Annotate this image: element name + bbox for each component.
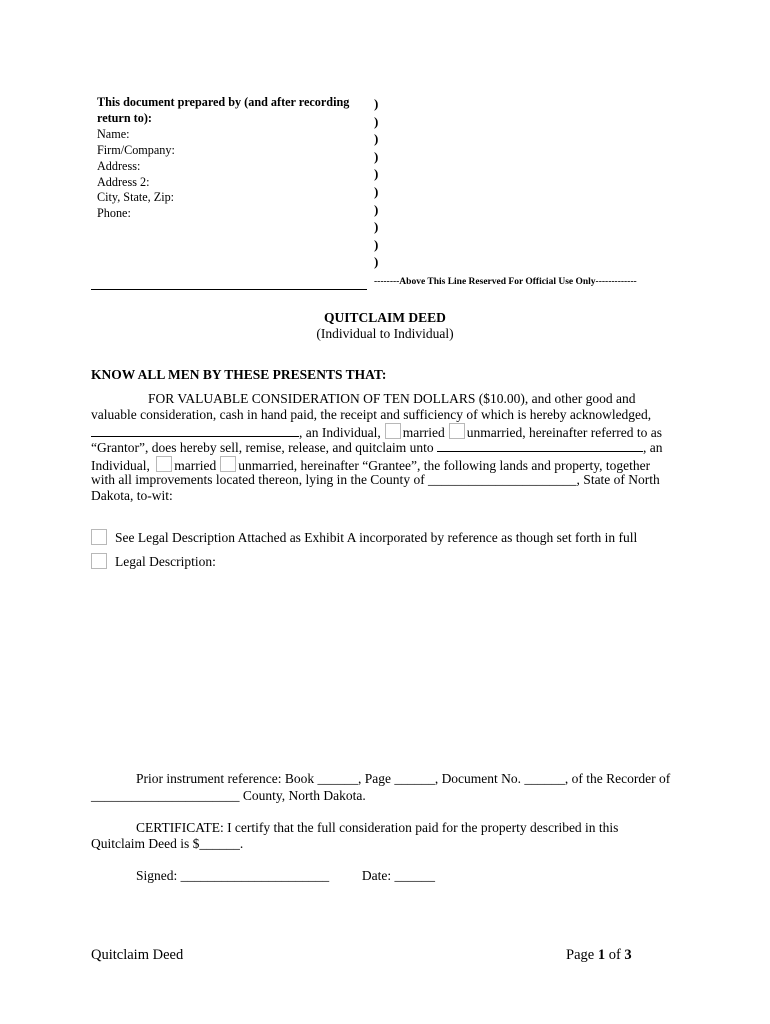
body-line-3: [91, 423, 680, 442]
body-line-1: FOR VALUABLE CONSIDERATION OF TEN DOLLARS ($10.00), and other good and: [148, 391, 636, 406]
legal-description-option: [91, 553, 216, 570]
paren: ): [374, 148, 379, 164]
paren: ): [374, 113, 379, 129]
of-word: of: [608, 947, 621, 963]
prepared-by-label: This document prepared by (and after recording: [97, 95, 350, 109]
exhibit-checkbox[interactable]: [91, 529, 107, 545]
prior-reference-line-2: ______________________ County, North Dakota.: [91, 788, 366, 803]
paren: ): [374, 254, 379, 270]
address-field-label: Address:: [97, 158, 141, 173]
unmarried-text: unmarried, hereinafter referred to as: [466, 425, 662, 440]
grantor-name-blank[interactable]: [91, 436, 299, 437]
date-line: Date: ______: [361, 868, 436, 883]
married-label: married: [174, 458, 217, 473]
return-to-label: return to):: [97, 110, 152, 125]
an-text: , an: [643, 440, 663, 455]
city-field-label: City, State, Zip:: [97, 190, 175, 205]
firm-field-label: Firm/Company:: [97, 142, 175, 157]
certificate-line-2: Quitclaim Deed is $______.: [91, 836, 244, 851]
certificate-line-1: CERTIFICATE: I certify that the full consideration paid for the property described in this: [136, 820, 619, 835]
document-subtitle: (Individual to Individual): [316, 326, 454, 341]
paren: ): [374, 131, 379, 147]
current-page: 1: [597, 947, 606, 963]
official-use-notice: --------Above This Line Reserved For Official Use Only-------------: [374, 277, 637, 287]
paren-column: [374, 95, 378, 271]
signed-line: Signed: ______________________: [136, 868, 330, 883]
phone-field-label: Phone:: [97, 206, 131, 221]
total-pages: 3: [624, 947, 632, 963]
page-word: Page: [566, 947, 595, 963]
paren: ): [374, 183, 379, 199]
grantor-married-checkbox[interactable]: [385, 423, 401, 439]
grantor-unmarried-checkbox[interactable]: [449, 423, 465, 439]
paren: ): [374, 219, 379, 235]
grantee-unmarried-checkbox[interactable]: [220, 456, 236, 472]
page-number: [566, 947, 632, 964]
body-line-6: with all improvements located thereon, lying in the County of ______________________, State of North: [91, 472, 660, 487]
prior-reference-line-1: Prior instrument reference: Book ______, Page ______, Document No. ______, of the Recorder of: [136, 771, 671, 786]
grantor-clause: “Grantor”, does hereby sell, remise, release, and quitclaim unto: [91, 440, 434, 455]
legal-description-checkbox[interactable]: [91, 553, 107, 569]
grantee-married-checkbox[interactable]: [156, 456, 172, 472]
signature-row: [136, 868, 435, 884]
paren: ): [374, 236, 379, 252]
paren: ): [374, 96, 379, 111]
body-line-7: Dakota, to-wit:: [91, 488, 173, 503]
preparer-block: [97, 95, 367, 222]
legal-description-label: Legal Description:: [115, 554, 216, 569]
paren: ): [374, 201, 379, 217]
exhibit-option: [91, 529, 637, 546]
individual-label: Individual,: [91, 458, 150, 473]
married-label: married: [402, 425, 445, 440]
exhibit-label: See Legal Description Attached as Exhibit A incorporated by reference as though set forth in full: [115, 530, 638, 545]
footer-document-name: Quitclaim Deed: [91, 947, 184, 963]
individual-text: , an Individual,: [299, 425, 381, 440]
name-field-label: Name:: [97, 126, 130, 141]
body-line-2: valuable consideration, cash in hand paid, the receipt and sufficiency of which is hereby acknowledged,: [91, 407, 652, 422]
grantee-name-blank[interactable]: [437, 451, 643, 452]
grantee-clause: unmarried, hereinafter “Grantee”, the following lands and property, together: [238, 458, 651, 473]
know-all-men-heading: KNOW ALL MEN BY THESE PRESENTS THAT:: [91, 367, 387, 382]
document-title: QUITCLAIM DEED: [324, 310, 446, 325]
paren: ): [374, 166, 379, 182]
body-line-4: [91, 440, 680, 457]
recording-divider: [91, 289, 367, 290]
address2-field-label: Address 2:: [97, 174, 150, 189]
